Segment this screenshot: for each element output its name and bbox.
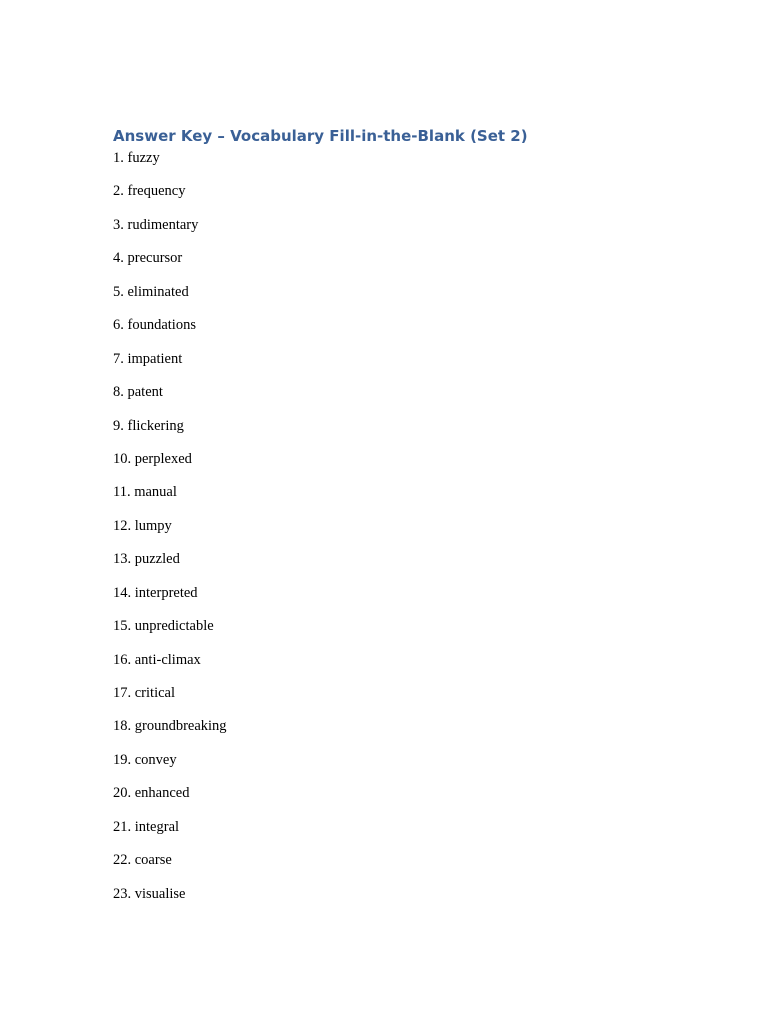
answer-number: 9. xyxy=(113,417,124,434)
answer-word: rudimentary xyxy=(127,216,199,233)
answer-word: manual xyxy=(134,484,177,501)
answer-number: 7. xyxy=(113,350,124,367)
answer-number: 2. xyxy=(113,183,124,200)
answer-word: perplexed xyxy=(134,450,192,467)
answer-list xyxy=(113,148,673,917)
answer-word: visualise xyxy=(134,885,186,902)
answer-word: integral xyxy=(134,818,180,835)
answer-number: 11. xyxy=(113,484,131,501)
answer-number: 8. xyxy=(113,384,124,401)
answer-number: 14. xyxy=(113,584,132,601)
list-item xyxy=(113,382,673,415)
list-item xyxy=(113,549,673,582)
answer-word: interpreted xyxy=(134,584,198,601)
answer-word: impatient xyxy=(127,350,183,367)
answer-number: 19. xyxy=(113,751,132,768)
answer-number: 15. xyxy=(113,618,132,635)
list-item xyxy=(113,148,673,181)
list-item xyxy=(113,716,673,749)
list-item xyxy=(113,449,673,482)
answer-word: groundbreaking xyxy=(134,718,227,735)
list-item xyxy=(113,616,673,649)
answer-word: convey xyxy=(134,751,177,768)
answer-word: critical xyxy=(134,685,176,701)
answer-word: lumpy xyxy=(134,517,172,534)
list-item xyxy=(113,516,673,549)
answer-word: enhanced xyxy=(134,785,190,802)
answer-word: patent xyxy=(127,384,163,401)
list-item xyxy=(113,282,673,315)
answer-word: unpredictable xyxy=(134,618,214,635)
answer-number: 16. xyxy=(113,651,132,668)
answer-word: precursor xyxy=(127,250,183,267)
answer-number: 21. xyxy=(113,818,132,835)
list-item xyxy=(113,650,673,683)
answer-number: 6. xyxy=(113,317,124,334)
answer-word: eliminated xyxy=(127,283,189,300)
list-item xyxy=(113,583,673,616)
answer-number: 1. xyxy=(113,150,124,166)
answer-word: puzzled xyxy=(134,551,180,568)
answer-number: 10. xyxy=(113,450,132,467)
answer-number: 13. xyxy=(113,551,132,568)
list-item xyxy=(113,248,673,281)
document-body xyxy=(113,124,673,917)
answer-word: fuzzy xyxy=(127,150,160,166)
answer-number: 4. xyxy=(113,250,124,267)
list-item xyxy=(113,181,673,214)
list-item xyxy=(113,315,673,348)
list-item xyxy=(113,349,673,382)
answer-number: 20. xyxy=(113,785,132,802)
answer-number: 5. xyxy=(113,283,124,300)
list-item xyxy=(113,482,673,515)
answer-word: coarse xyxy=(134,852,172,869)
answer-word: flickering xyxy=(127,417,184,434)
list-item xyxy=(113,416,673,449)
list-item xyxy=(113,783,673,816)
answer-word: foundations xyxy=(127,317,196,334)
answer-number: 22. xyxy=(113,852,132,869)
list-item xyxy=(113,850,673,883)
page-title: Answer Key – Vocabulary Fill-in-the-Blank (Set 2) xyxy=(113,127,528,145)
answer-number: 18. xyxy=(113,718,132,735)
answer-word: anti-climax xyxy=(134,651,201,668)
list-item xyxy=(113,750,673,783)
answer-number: 3. xyxy=(113,216,124,233)
list-item xyxy=(113,817,673,850)
answer-word: frequency xyxy=(127,183,186,200)
list-item xyxy=(113,884,673,917)
answer-number: 12. xyxy=(113,517,132,534)
answer-number: 17. xyxy=(113,685,132,701)
answer-number: 23. xyxy=(113,885,132,902)
list-item xyxy=(113,215,673,248)
list-item xyxy=(113,683,673,716)
